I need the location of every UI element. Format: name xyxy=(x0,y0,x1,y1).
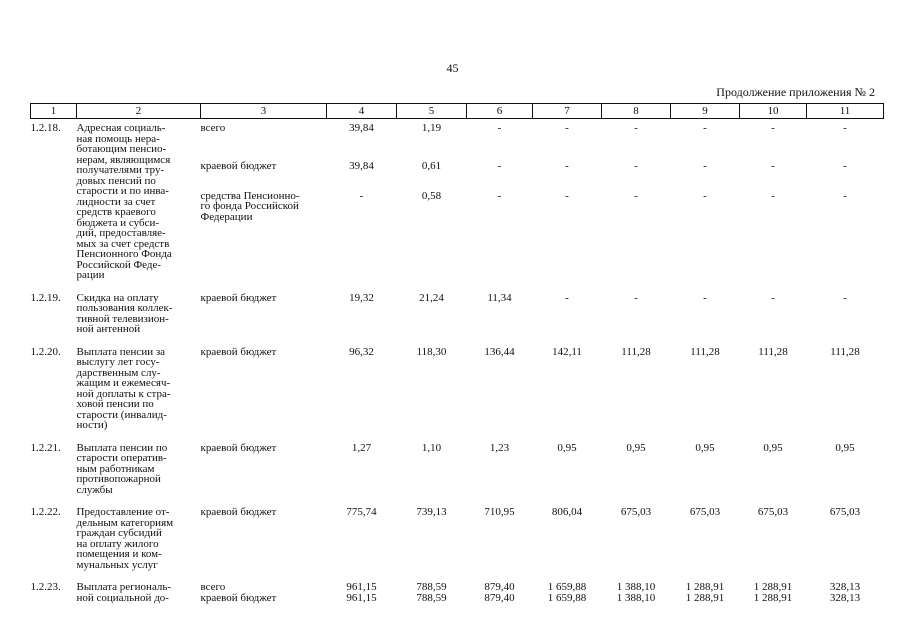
row-spacer xyxy=(31,335,884,343)
value-cell: 0,95 xyxy=(695,441,715,454)
spacer-cell xyxy=(31,335,884,343)
value-cell: - xyxy=(843,160,847,173)
row-spacer xyxy=(31,495,884,503)
table-row xyxy=(31,343,884,431)
header-cell: 5 xyxy=(397,104,467,119)
value-cell: 0,95 xyxy=(626,441,646,454)
spacer-cell xyxy=(31,431,884,439)
funding-source: всего xyxy=(200,581,226,593)
value-cell: 39,84 xyxy=(349,122,374,134)
value-cell: 1 288,91 xyxy=(685,591,725,604)
funding-source: средства Пенсионно- го фонда Российской Федерации xyxy=(200,189,300,223)
row-name: Выплата региональ- ной социальной до- xyxy=(76,581,172,604)
value-cell: 328,13 xyxy=(829,591,861,604)
value-cell: 118,30 xyxy=(416,345,447,358)
value-cell: - xyxy=(634,122,638,134)
table-row xyxy=(31,289,884,335)
value-cell: 96,32 xyxy=(349,345,374,358)
header-cell: 2 xyxy=(77,104,201,119)
value-cell: 1,23 xyxy=(489,441,510,454)
value-cell: 0,95 xyxy=(763,441,783,454)
value-cell: 788,59 xyxy=(416,581,447,593)
header-cell: 8 xyxy=(602,104,671,119)
funding-source: краевой бюджет xyxy=(200,506,277,518)
table-row xyxy=(31,439,884,496)
value-cell: 0,95 xyxy=(557,441,577,454)
value-cell: 1 388,10 xyxy=(616,581,656,593)
value-cell: - xyxy=(565,189,569,202)
value-cell: - xyxy=(771,122,775,134)
value-cell: 675,03 xyxy=(620,506,652,518)
value-cell: - xyxy=(497,189,502,202)
row-code: 1.2.22. xyxy=(30,506,61,518)
value-cell: - xyxy=(703,291,707,304)
header-cell: 1 xyxy=(31,104,77,119)
row-code: 1.2.20. xyxy=(30,345,61,358)
value-cell: 1 288,91 xyxy=(753,591,793,604)
row-name: Выплата пенсии по старости оператив- ным работникам противопожарной службы xyxy=(76,441,168,496)
value-cell: - xyxy=(497,160,502,173)
budget-table xyxy=(30,103,884,603)
funding-source: краевой бюджет xyxy=(200,160,277,173)
value-cell: 111,28 xyxy=(621,345,651,358)
value-cell: - xyxy=(843,122,847,134)
value-cell: 111,28 xyxy=(758,345,788,358)
value-cell: 961,15 xyxy=(346,581,377,593)
value-cell: 1 288,91 xyxy=(753,581,793,593)
value-cell: 142,11 xyxy=(552,345,582,358)
value-cell: - xyxy=(843,189,847,202)
value-cell: 675,03 xyxy=(757,506,789,518)
spacer-cell xyxy=(31,281,884,289)
header-cell: 9 xyxy=(671,104,740,119)
value-cell: - xyxy=(565,160,569,173)
table-row xyxy=(31,503,884,570)
page-number: 45 xyxy=(446,61,459,75)
row-name: Скидка на оплату пользования коллек- тивной телевизион- ной антенной xyxy=(76,291,173,335)
value-cell: 11,34 xyxy=(487,291,512,304)
funding-source: краевой бюджет xyxy=(200,591,277,604)
value-cell: 0,61 xyxy=(421,160,442,173)
value-cell: - xyxy=(565,291,569,304)
value-cell: - xyxy=(634,189,638,202)
header-cell: 6 xyxy=(467,104,533,119)
value-cell: 806,04 xyxy=(551,506,583,518)
value-cell: - xyxy=(703,122,707,134)
value-cell: - xyxy=(703,189,707,202)
value-cell: 710,95 xyxy=(484,506,515,518)
value-cell: 788,59 xyxy=(416,591,447,604)
value-cell: 961,15 xyxy=(346,591,377,604)
value-cell: - xyxy=(359,189,364,202)
value-cell: 21,24 xyxy=(419,291,444,304)
table-row xyxy=(31,119,884,162)
table-row xyxy=(31,578,884,593)
value-cell: - xyxy=(497,122,502,134)
value-cell: 136,44 xyxy=(484,345,515,358)
value-cell: - xyxy=(771,291,775,304)
header-cell: 10 xyxy=(740,104,807,119)
value-cell: 1 288,91 xyxy=(685,581,725,593)
value-cell: - xyxy=(565,122,569,134)
value-cell: 879,40 xyxy=(484,581,515,593)
value-cell: 1 659,88 xyxy=(547,591,587,604)
row-name: Предоставление от- дельным категориям граждан субсидий на оплату жилого помещения и ком- мунальных услуг xyxy=(76,506,174,571)
value-cell: 775,74 xyxy=(346,506,377,518)
spacer-cell xyxy=(31,495,884,503)
value-cell: 0,58 xyxy=(421,189,442,202)
header-cell: 3 xyxy=(201,104,327,119)
value-cell: 1,10 xyxy=(421,441,442,454)
value-cell: 675,03 xyxy=(689,506,721,518)
row-name: Выплата пенсии за выслугу лет госу- дарственным слу- жащим и ежемесяч- ной доплаты к стра- ховой пенсии по старости (инвалид- ности) xyxy=(76,345,171,431)
value-cell: 0,95 xyxy=(835,441,855,454)
row-spacer xyxy=(31,431,884,439)
value-cell: 111,28 xyxy=(690,345,720,358)
funding-source: краевой бюджет xyxy=(200,345,277,358)
value-cell: 111,28 xyxy=(830,345,860,358)
value-cell: 1,19 xyxy=(421,122,442,134)
row-name: Адресная социаль- ная помощь нера- ботающим пенсио- нерам, являющимся получателями тру- довых пенсий по старости и по инва- лидности за счет средств краевого бюджета и субси- дий, предоставляе- мых за счет средств Пенсионного Фонда Российской Феде- рации xyxy=(76,122,172,281)
continuation-note: Продолжение приложения № 2 xyxy=(716,85,875,99)
value-cell: - xyxy=(634,291,638,304)
value-cell: 1,27 xyxy=(351,441,372,454)
value-cell: - xyxy=(703,160,707,173)
row-spacer xyxy=(31,570,884,578)
spacer-cell xyxy=(31,570,884,578)
value-cell: - xyxy=(843,291,847,304)
value-cell: 879,40 xyxy=(484,591,515,604)
row-spacer xyxy=(31,281,884,289)
value-cell: 739,13 xyxy=(416,506,447,518)
header-cell: 7 xyxy=(533,104,602,119)
value-cell: 39,84 xyxy=(349,160,374,173)
value-cell: 1 659,88 xyxy=(547,581,587,593)
header-cell: 11 xyxy=(807,104,884,119)
row-code: 1.2.21. xyxy=(30,441,61,454)
value-cell: - xyxy=(771,189,775,202)
row-code: 1.2.18. xyxy=(30,122,61,134)
row-code: 1.2.23. xyxy=(30,581,61,593)
header-row xyxy=(31,104,884,119)
value-cell: - xyxy=(771,160,775,173)
value-cell: 328,13 xyxy=(829,581,861,593)
value-cell: 1 388,10 xyxy=(616,591,656,604)
funding-source: краевой бюджет xyxy=(200,291,277,304)
value-cell: - xyxy=(634,160,638,173)
row-code: 1.2.19. xyxy=(30,291,61,304)
header-cell: 4 xyxy=(327,104,397,119)
funding-source: всего xyxy=(200,122,226,134)
funding-source: краевой бюджет xyxy=(200,441,277,454)
value-cell: 675,03 xyxy=(829,506,861,518)
value-cell: 19,32 xyxy=(349,291,374,304)
